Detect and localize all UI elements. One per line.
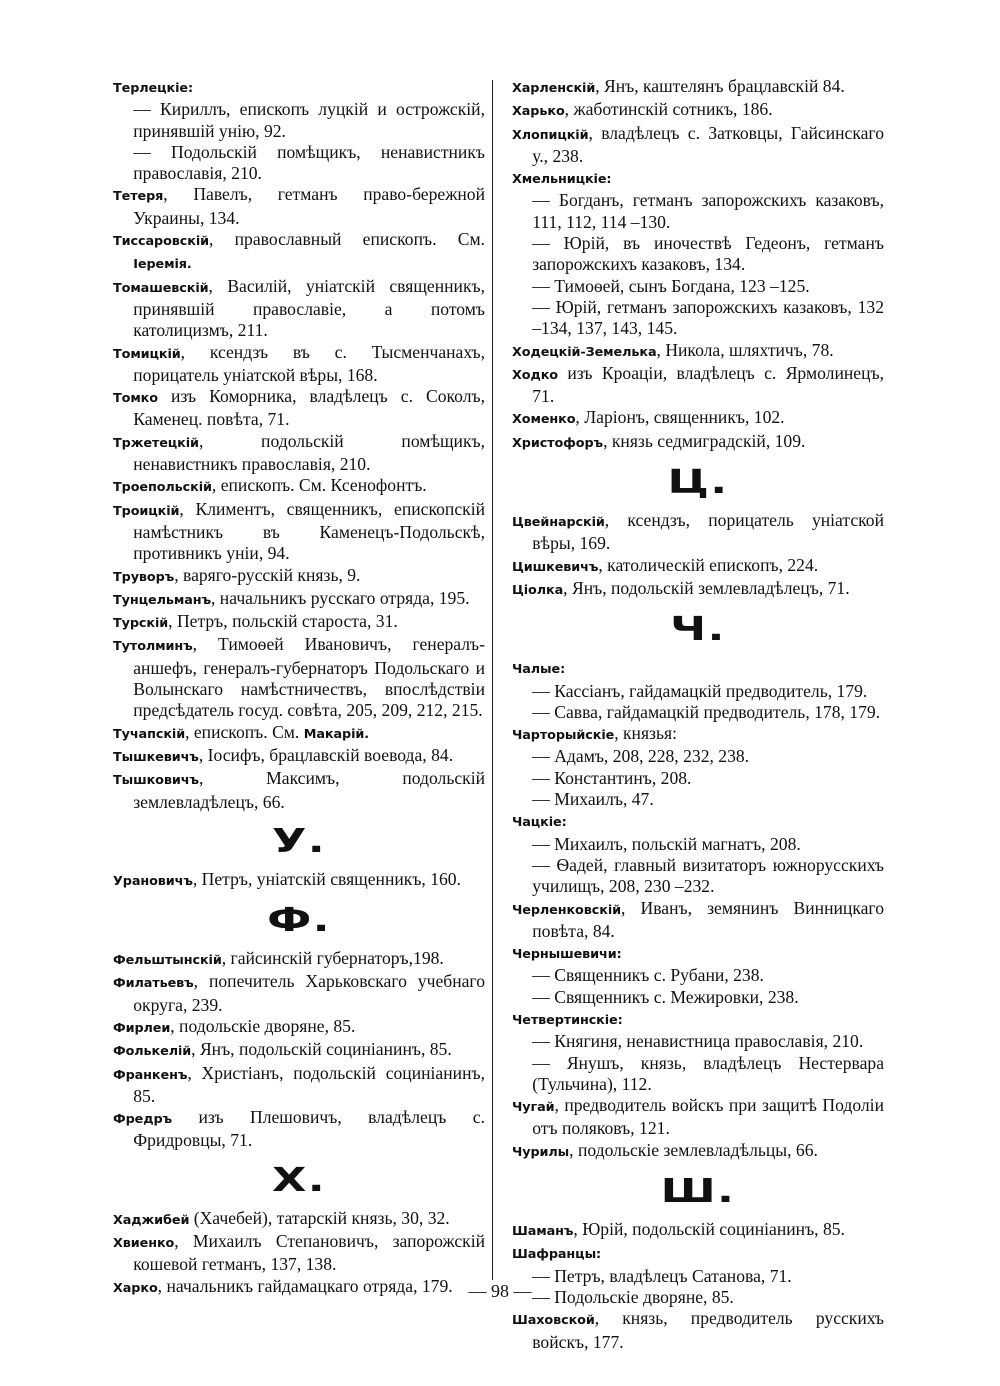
sub-entry: — Савва, гайдамацкій предводитель, 178, 179.: [532, 701, 881, 722]
entry-khvienko: Хвиенко, Михаилъ Степановичъ, запорожскій кошевой гетманъ, 137, 138.: [113, 1231, 485, 1275]
entry-troitsky: Троицкій, Климентъ, священникъ, епископскій намѣстникъ въ Каменецъ-Подольскѣ, противникъ уніи, 94.: [113, 498, 485, 564]
page-number: — 98 —: [468, 1281, 532, 1301]
sub-entry: — Михаилъ, польскій магнатъ, 208.: [532, 833, 801, 854]
entry-firlei: Фирлеи, подольскіе дворяне, 85.: [113, 1015, 356, 1036]
sub-entry: — Тимоѳей, сынъ Богдана, 123 –125.: [532, 275, 810, 296]
sub-entry: — Княгиня, ненавистница православія, 210.: [532, 1031, 864, 1052]
entry-kharlensky: Харленскій, Янъ, каштелянъ брацлавскій 84.: [512, 76, 845, 96]
section-letter-sh: Ш.: [660, 1171, 736, 1211]
sub-entry: — Подольскій помѣщикъ, ненавистникъ православія, 210.: [133, 141, 485, 184]
sub-entry: — Янушъ, князь, владѣлецъ Нестервара (Тульчина), 112.: [532, 1052, 884, 1094]
entry-truvor: Труворъ, варяго-русскій князь, 9.: [113, 564, 361, 585]
entry-tuntselman: Тунцельманъ, начальникъ русскаго отряда, 195.: [113, 587, 470, 608]
left-column: [113, 76, 485, 1299]
entry-khadzhibey: Хаджибей (Хачебей), татарскій князь, 30, 32.: [113, 1207, 450, 1228]
sub-entry: — Юрій, гетманъ запорожскихъ казаковъ, 132 –134, 137, 143, 145.: [532, 296, 884, 339]
sub-entry: — Константинъ, 208.: [532, 767, 692, 788]
sub-entry: — Кириллъ, епископъ луцкій и острожскій, принявшій унію, 92.: [133, 99, 485, 141]
column-divider: [492, 80, 493, 1280]
entry-khlopitsky: Хлопицкій, владѣлецъ с. Затковцы, Гайсинскаго у., 238.: [512, 122, 884, 166]
entry-tomashevsky: Томашевскій, Василій, уніатскій священникъ, принявшій православіе, а потомъ католицизмъ, 211.: [113, 275, 485, 341]
entry-cherlenkovsky: Черленковскій, Иванъ, земянинъ Винницкаго повѣта, 84.: [512, 897, 884, 941]
entry-tomko: Томко изъ Коморника, владѣлецъ с. Соколъ, Каменец. повѣта, 71.: [113, 386, 485, 430]
entry-teterya: Тетеря, Павелъ, гетманъ право-бережной Украины, 134.: [113, 184, 485, 228]
section-letter-ch: Ч.: [670, 609, 726, 649]
entry-terletskie: Терлецкіе:: [113, 81, 193, 96]
entry-tursky: Турскій, Петръ, польскій староста, 31.: [113, 611, 398, 632]
entry-khodko: Ходко изъ Кроаціи, владѣлецъ с. Ярмолинецъ, 71.: [512, 362, 884, 407]
entry-uranovich: Урановичъ, Петръ, уніатскій священникъ, 160.: [113, 868, 462, 889]
entry-chugai: Чугай, предводитель войскъ при защитѣ Подоліи отъ поляковъ, 121.: [512, 1095, 884, 1139]
sub-entry: — Богданъ, гетманъ запорожскихъ казаковъ, 111, 112, 114 –130.: [532, 190, 884, 232]
entry-tomitsky: Томицкій, ксендзъ въ с. Тысменчанахъ, порицатель уніатской вѣры, 168.: [113, 341, 485, 385]
entry-khodetsky: Ходецкій-Земелька, Никола, шляхтичъ, 78.: [512, 339, 834, 360]
entry-fredro: Фредръ изъ Плешовичъ, владѣлецъ с. Фридровцы, 71.: [113, 1107, 485, 1151]
entry-khomenko: Хоменко, Ларіонъ, священникъ, 102.: [512, 407, 785, 428]
entry-tutolmin: Тутолминъ, Тимоѳей Ивановичъ, генералъ-аншефъ, генералъ-губернаторъ Подольскаго и Волынскаго намѣстничествъ, впослѣдствіи предсѣдатель госуд. совѣта, 205, 209, 212, 215.: [113, 634, 485, 721]
entry-chernyshevichi: Чернышевичи:: [512, 947, 622, 963]
section-letter-u: У.: [272, 820, 326, 860]
entry-chartoryiskie: Чарторыйскіе, князья:: [512, 723, 677, 744]
entry-khmelnitskie: Хмельницкіе:: [512, 172, 612, 188]
entry-churily: Чурилы, подольскіе землевладѣльцы, 66.: [512, 1139, 818, 1160]
entry-frankenius: Франкенъ, Христіанъ, подольскій социніанинъ, 85.: [113, 1062, 485, 1106]
entry-troepolsky: Троепольскій, епископъ. См. Ксенофонтъ.: [113, 475, 427, 496]
entry-chatskie: Чацкіе:: [512, 815, 567, 831]
sub-entry: — Священникъ с. Рубани, 238.: [532, 965, 764, 986]
entry-tuchapsky: Тучапскій, епископъ. См. Макарій.: [113, 721, 369, 742]
sub-entry: — Кассіанъ, гайдамацкій предводитель, 179.: [532, 680, 868, 701]
entry-tissarovsky: Тиссаровскій, православный епископъ. См. Іеремія.: [113, 229, 485, 273]
sub-entry: — Священникъ с. Межировки, 238.: [532, 986, 799, 1007]
entry-tsishkevich: Цишкевичъ, католическій епископъ, 224.: [512, 554, 819, 575]
entry-chalye: Чалые:: [512, 662, 566, 678]
entry-tsiolka: Ціолка, Янъ, подольскій землевладѣлецъ, 71.: [512, 577, 850, 598]
entry-shafrantsy: Шафранцы:: [512, 1247, 602, 1263]
sub-entry: — Петръ, владѣлецъ Сатанова, 71.: [532, 1265, 792, 1286]
entry-felshtynsky: Фельштынскій, гайсинскій губернаторъ,198.: [113, 948, 444, 969]
entry-folkeliy: Фолькелій, Янъ, подольскій социніанинъ, 85.: [113, 1039, 452, 1060]
section-letter-kh: Х.: [272, 1159, 326, 1199]
entry-trzhetetsky: Тржетецкій, подольскій помѣщикъ, ненавистникъ православія, 210.: [113, 430, 485, 475]
sub-entry: — Подольскіе дворяне, 85.: [532, 1286, 734, 1307]
sub-entry: — Юрій, въ иночествѣ Гедеонъ, гетманъ запорожскихъ казаковъ, 134.: [532, 233, 884, 275]
entry-shakhovskoy: Шаховской, князь, предводитель русскихъ войскъ, 177.: [512, 1308, 884, 1352]
section-letter-f: Ф.: [267, 900, 331, 940]
sub-entry: — Михаилъ, 47.: [532, 789, 654, 810]
entry-kharko: Харко, начальникъ гайдамацкаго отряда, 179.: [113, 1275, 453, 1296]
entry-shaman: Шаманъ, Юрій, подольскій социніанинъ, 85.: [512, 1219, 845, 1240]
entry-tyshkovich: Тышковичъ, Максимъ, подольскій землевладѣлецъ, 66.: [113, 768, 485, 812]
entry-kharko-sotnik: Харько, жаботинскій сотникъ, 186.: [512, 99, 773, 120]
entry-khristofor: Христофоръ, князь седмиградскій, 109.: [512, 430, 806, 451]
entry-tsveinarsky: Цвейнарскій, ксендзъ, порицатель уніатской вѣры, 169.: [512, 510, 884, 554]
right-column: [512, 76, 884, 1353]
section-letter-ts: Ц.: [667, 462, 729, 502]
sub-entry: — Адамъ, 208, 228, 232, 238.: [532, 746, 750, 767]
entry-chetvertinskie: Четвертинскіе:: [512, 1012, 623, 1028]
entry-tyshkevich: Тышкевичъ, Іосифъ, брацлавскій воевода, 84.: [113, 744, 454, 765]
entry-filatiev: Филатьевъ, попечитель Харьковскаго учебнаго округа, 239.: [113, 971, 485, 1015]
sub-entry: — Ѳадей, главный визитаторъ южнорусскихъ училищъ, 208, 230 –232.: [532, 854, 884, 897]
